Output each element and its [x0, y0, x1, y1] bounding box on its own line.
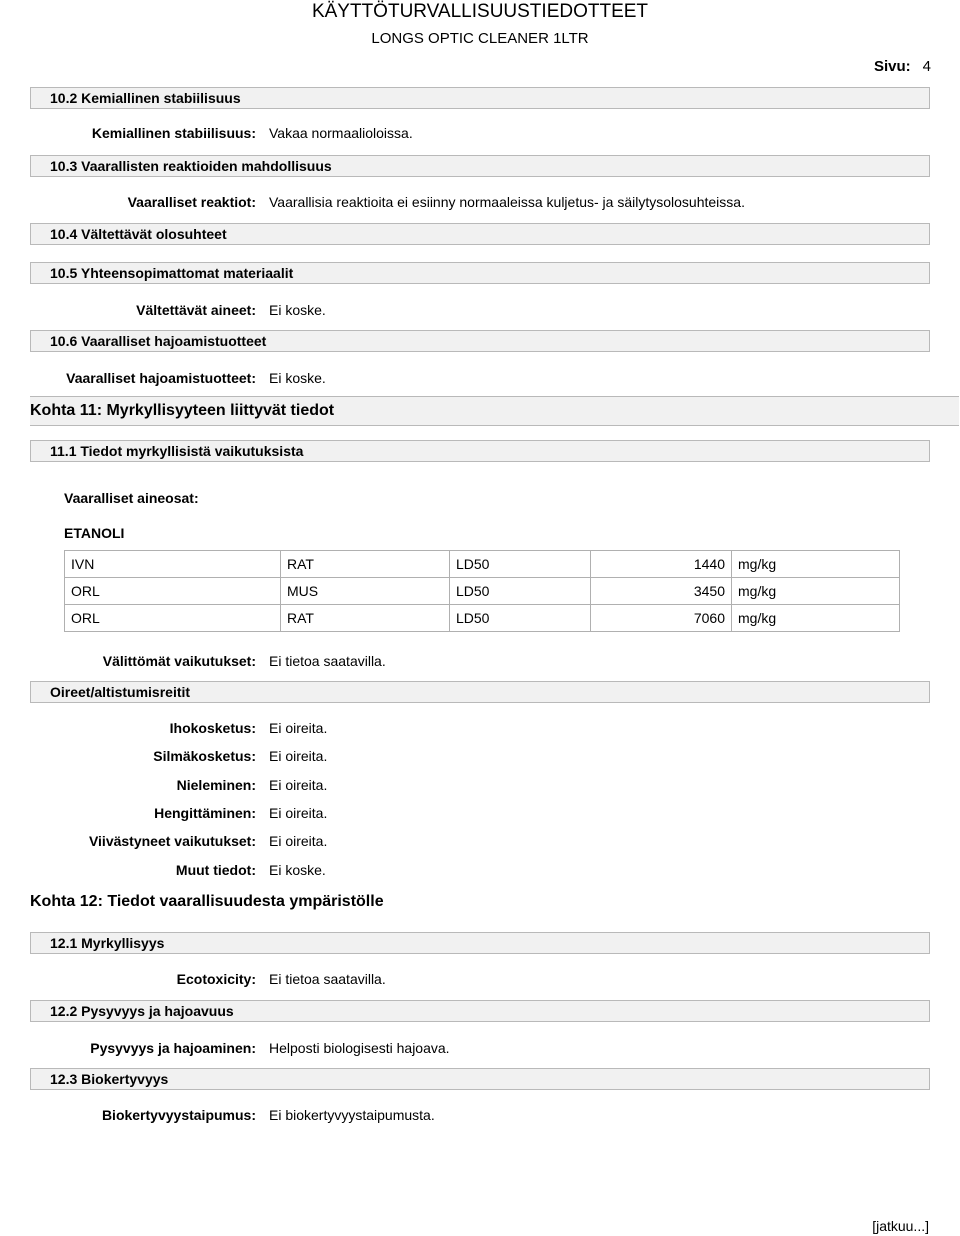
field-label: Viivästyneet vaikutukset: [88, 833, 256, 849]
field-value: Ei koske. [269, 370, 326, 386]
route-row-other [0, 860, 960, 880]
field-label: Vältettävät aineet: [136, 302, 256, 318]
product-name: LONGS OPTIC CLEANER 1LTR [371, 30, 589, 47]
route-row-delayed [0, 831, 960, 851]
section-10-2-heading: 10.2 Kemiallinen stabiilisuus [30, 87, 930, 109]
route-cell: ORL [65, 578, 281, 605]
unit-cell: mg/kg [732, 578, 900, 605]
value-cell: 7060 [591, 605, 732, 632]
document-title: KÄYTTÖTURVALLISUUSTIEDOTTEET [311, 1, 649, 22]
decomposition-products-row [0, 368, 960, 388]
field-label: Kemiallinen stabiilisuus: [91, 125, 256, 141]
test-cell: LD50 [450, 605, 591, 632]
field-value: Ei tietoa saatavilla. [269, 971, 386, 987]
materials-to-avoid-row [0, 300, 960, 320]
route-row-eye [0, 746, 960, 766]
section-11-heading: Kohta 11: Myrkyllisyyteen liittyvät tiedot [30, 396, 959, 426]
field-value: Ei oireita. [269, 833, 328, 849]
field-label: Hengittäminen: [154, 805, 256, 821]
immediate-effects-row [0, 651, 960, 671]
section-10-6-heading: 10.6 Vaaralliset hajoamistuotteet [30, 330, 930, 352]
chemical-stability-row [0, 123, 960, 143]
section-12-1-heading: 12.1 Myrkyllisyys [30, 932, 930, 954]
route-cell: ORL [65, 605, 281, 632]
table-row [65, 551, 900, 578]
field-label: Vaaralliset hajoamistuotteet: [66, 370, 256, 386]
field-value: Ei oireita. [269, 805, 328, 821]
field-value: Ei oireita. [269, 777, 328, 793]
route-row-skin [0, 718, 960, 738]
section-10-4-heading: 10.4 Vältettävät olosuhteet [30, 223, 930, 245]
field-label: Nieleminen: [176, 777, 256, 793]
field-value: Vakaa normaalioloissa. [269, 125, 413, 141]
table-row [65, 605, 900, 632]
field-label: Ecotoxicity: [176, 971, 256, 987]
species-cell: MUS [281, 578, 450, 605]
field-label: Pysyvyys ja hajoaminen: [90, 1040, 256, 1056]
value-cell: 3450 [591, 578, 732, 605]
field-value: Ei oireita. [269, 720, 328, 736]
bioaccumulation-row [0, 1105, 960, 1125]
page-label: Sivu: [873, 58, 911, 75]
field-label: Välittömät vaikutukset: [102, 653, 256, 669]
unit-cell: mg/kg [732, 551, 900, 578]
hazardous-reactions-row [0, 192, 960, 212]
field-label: Muut tiedot: [175, 862, 256, 878]
field-label: Ihokosketus: [169, 720, 256, 736]
route-row-ingestion [0, 775, 960, 795]
toxicity-table [64, 550, 900, 632]
ecotoxicity-row [0, 969, 960, 989]
persistence-row [0, 1038, 960, 1058]
unit-cell: mg/kg [732, 605, 900, 632]
route-cell: IVN [65, 551, 281, 578]
field-value: Ei oireita. [269, 748, 328, 764]
page-number: 4 [922, 58, 931, 75]
species-cell: RAT [281, 605, 450, 632]
field-label: Vaaralliset reaktiot: [127, 194, 256, 210]
value-cell: 1440 [591, 551, 732, 578]
field-value: Ei tietoa saatavilla. [269, 653, 386, 669]
test-cell: LD50 [450, 578, 591, 605]
substance-name: ETANOLI [64, 525, 125, 541]
field-label: Biokertyvyystaipumus: [101, 1107, 256, 1123]
continued-note: [jatkuu...] [872, 1218, 929, 1234]
section-10-5-heading: 10.5 Yhteensopimattomat materiaalit [30, 262, 930, 284]
page-indicator [874, 58, 931, 75]
field-value: Vaarallisia reaktioita ei esiinny normaaleissa kuljetus- ja säilytysolosuhteissa. [269, 194, 745, 210]
routes-of-exposure-heading: Oireet/altistumisreitit [30, 681, 930, 703]
section-12-heading: Kohta 12: Tiedot vaarallisuudesta ympäristölle [30, 893, 384, 910]
test-cell: LD50 [450, 551, 591, 578]
section-12-3-heading: 12.3 Biokertyvyys [30, 1068, 930, 1090]
section-11-1-heading: 11.1 Tiedot myrkyllisistä vaikutuksista [30, 440, 930, 462]
field-value: Helposti biologisesti hajoava. [269, 1040, 450, 1056]
field-value: Ei koske. [269, 862, 326, 878]
section-10-3-heading: 10.3 Vaarallisten reaktioiden mahdollisuus [30, 155, 930, 177]
field-value: Ei koske. [269, 302, 326, 318]
hazardous-ingredients-label: Vaaralliset aineosat: [64, 490, 199, 506]
table-row [65, 578, 900, 605]
species-cell: RAT [281, 551, 450, 578]
route-row-inhalation [0, 803, 960, 823]
section-12-2-heading: 12.2 Pysyvyys ja hajoavuus [30, 1000, 930, 1022]
field-label: Silmäkosketus: [153, 748, 256, 764]
field-value: Ei biokertyvyystaipumusta. [269, 1107, 435, 1123]
